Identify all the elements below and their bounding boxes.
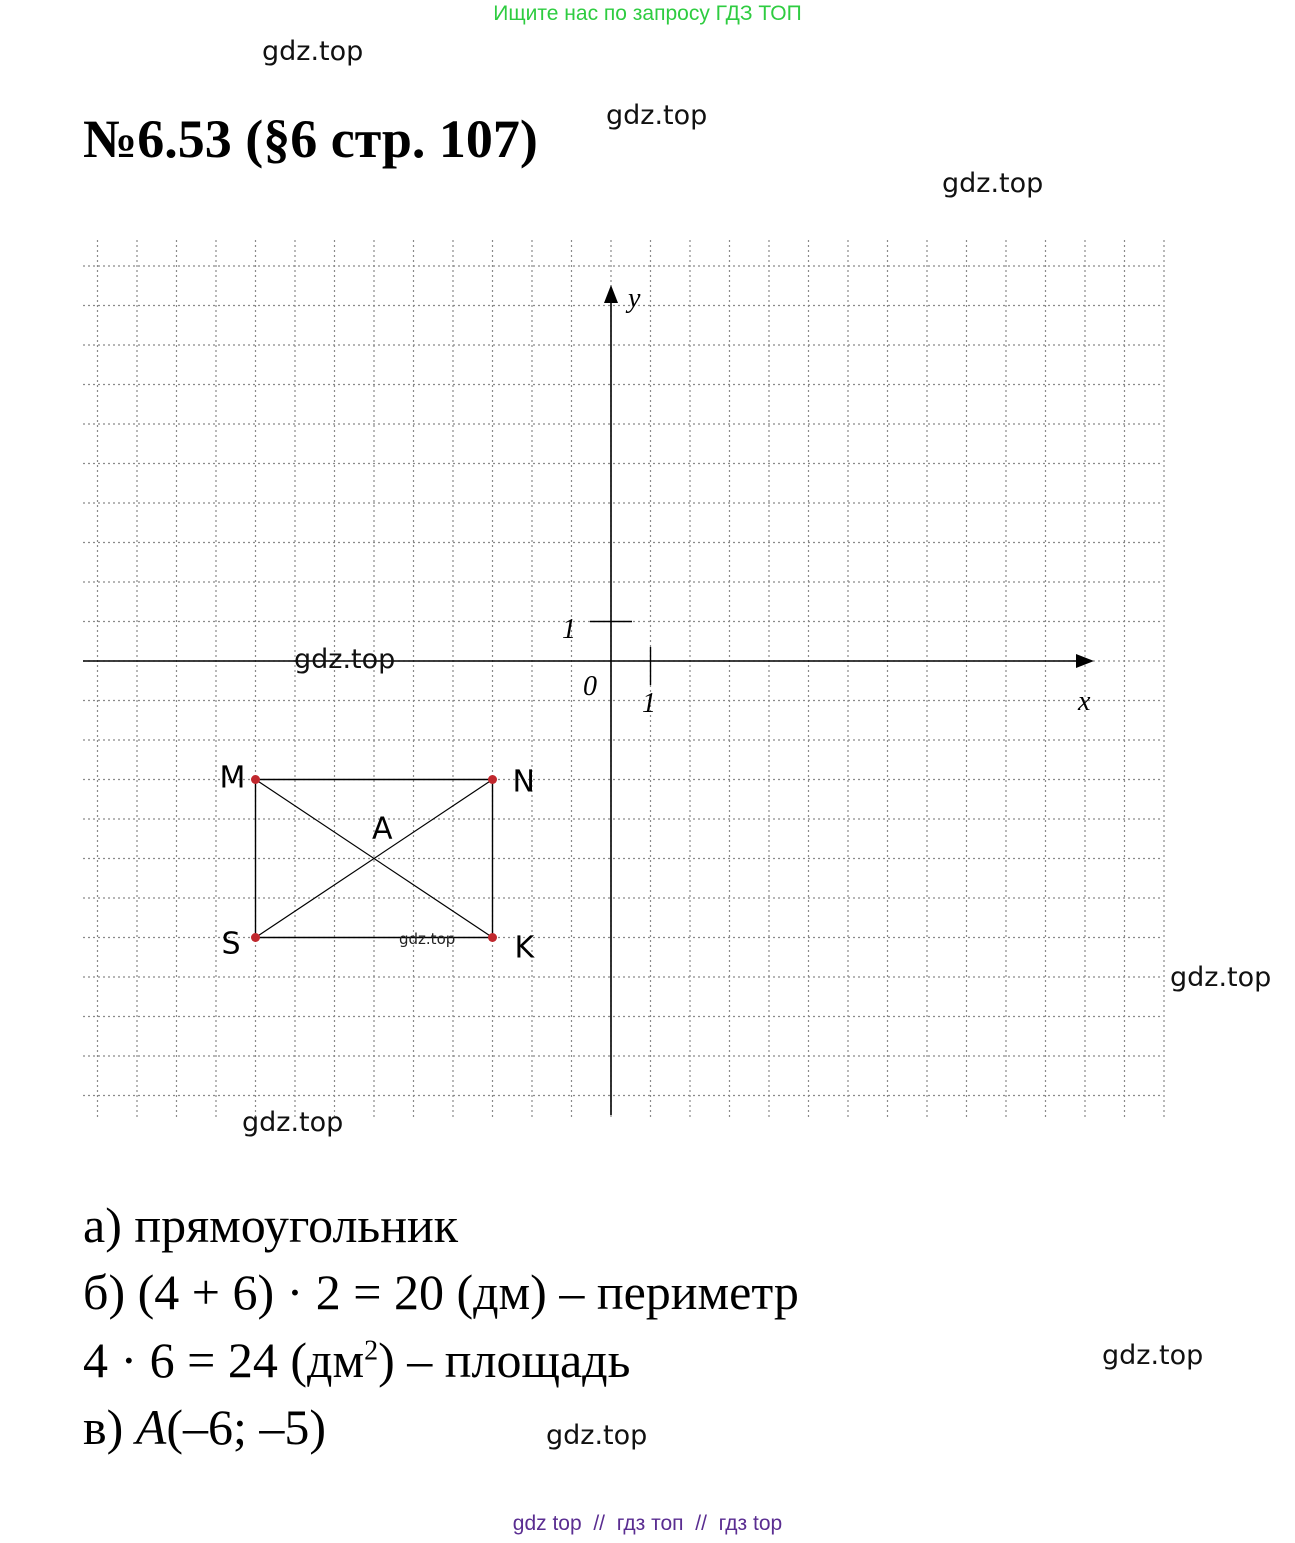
footer-link-gdz-top-mixed[interactable]: гдз top [718, 1512, 783, 1535]
answer-a: а) прямоугольник [83, 1197, 458, 1253]
unit-x-label: 1 [642, 688, 656, 719]
footer-link-gdz-top-ru[interactable]: гдз топ [616, 1512, 684, 1535]
origin-label: 0 [583, 671, 597, 702]
footer-links [0, 1512, 1295, 1536]
problem-title: №6.53 (§6 стр. 107) [83, 109, 538, 169]
watermark: gdz.top [942, 168, 1044, 199]
watermark: gdz.top [262, 36, 364, 67]
watermark: gdz.top [294, 644, 396, 675]
point-label-k: K [514, 930, 535, 966]
answer-b: б) (4 + 6) · 2 = 20 (дм) – периметр [83, 1264, 799, 1320]
answer-d [83, 1399, 327, 1455]
unit-y-label: 1 [562, 614, 576, 645]
y-axis-arrow [604, 285, 618, 303]
footer-separator: // [683, 1512, 719, 1535]
figure-labels [220, 283, 1092, 966]
point-k [488, 933, 497, 942]
point-label-n: N [512, 764, 535, 800]
center-label-a: A [372, 811, 393, 847]
watermark: gdz.top [1102, 1340, 1204, 1371]
point-label-s: S [221, 926, 241, 962]
answer-c-exponent: 2 [364, 1335, 379, 1367]
point-s [251, 933, 260, 942]
answer-c [83, 1332, 631, 1388]
answer-c-tail: ) – площадь [378, 1332, 631, 1388]
answer-d-point: A [135, 1399, 167, 1455]
grid-lines [83, 240, 1164, 1118]
watermark: gdz.top [242, 1107, 344, 1138]
footer-link-gdz-top[interactable]: gdz top [512, 1512, 582, 1535]
banner-text: Ищите нас по запросу ГДЗ ТОП [493, 2, 802, 25]
watermark: gdz.top [546, 1420, 648, 1451]
watermark-small: gdz.top [399, 930, 456, 948]
point-n [488, 775, 497, 784]
x-axis-label: x [1078, 686, 1091, 717]
y-axis-label: y [628, 283, 641, 314]
point-label-m: M [219, 760, 246, 796]
watermark: gdz.top [606, 100, 708, 131]
answer-d-coords: (–6; –5) [166, 1399, 327, 1455]
footer-separator: // [581, 1512, 617, 1535]
point-m [251, 775, 260, 784]
watermark: gdz.top [1170, 962, 1272, 993]
answer-c-main: 4 · 6 = 24 (дм [83, 1332, 365, 1388]
answer-d-prefix: в) [83, 1399, 136, 1455]
